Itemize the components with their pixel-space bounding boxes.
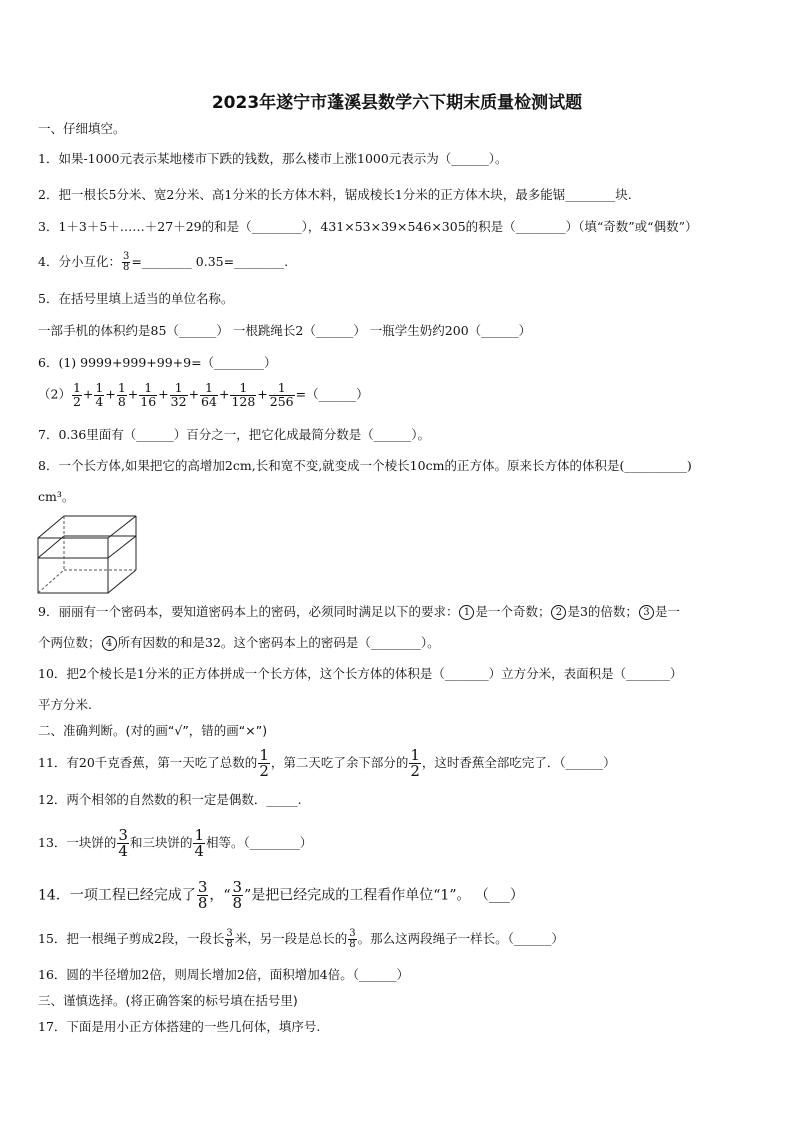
q6b-frac-7-num: 1: [230, 382, 256, 396]
question-4: [38, 252, 288, 273]
q6b-frac-8-num: 1: [269, 382, 295, 396]
q6b-frac-5-num: 1: [170, 382, 188, 396]
circled-3: 3: [639, 605, 654, 620]
question-16: 16．圆的半径增加2倍，则周长增加2倍，面积增加4倍。（______）: [38, 967, 410, 982]
q15-text-c: 。那么这两段绳子一样长。（______）: [357, 931, 564, 946]
q11-fraction-2: [409, 748, 421, 779]
q13-fraction-2: [193, 828, 205, 859]
q6b-prefix: （2）: [38, 386, 71, 402]
q9-text-b: 个两位数；: [38, 635, 101, 650]
q6b-frac-3: [117, 382, 127, 408]
cuboid-figure: [36, 512, 140, 596]
q6b-frac-1: [72, 382, 82, 408]
question-3: 3．1＋3＋5＋……＋27＋29的和是（________），431×53×39×546×305的积是（________）（填“奇数”或“偶数”）: [38, 219, 698, 234]
q15-frac-1-num: 3: [226, 928, 233, 939]
q14-text-b: ，“: [209, 887, 231, 904]
q9-cond-2: 是3的倍数；: [567, 604, 638, 619]
question-6-part-2: （2） $\frac{1}{2}$ + $\frac{1}{4}$ + $\frac{1}{8}$ + $\frac{1}{16}$ + $\frac{1}{32}$ + $\frac{1}{64}$ + $\frac{1}{128}$ + $\frac{1}{256}$ =（______）: [38, 380, 369, 409]
q14-frac-2-num: 3: [232, 878, 243, 896]
cube-edge-bottom-right: [108, 570, 136, 593]
hidden-edge-left: [38, 570, 64, 593]
q9-cond-1: 是一个奇数；: [475, 604, 551, 619]
section-2-heading: 二、准确判断。(对的画“√”，错的画“×”): [38, 723, 268, 738]
q13-text-b: 和三块饼的: [129, 835, 193, 850]
question-8: 8．一个长方体,如果把它的高增加2cm,长和宽不变,就变成一个棱长10cm的正方体。原来长方体的体积是(__________): [38, 458, 692, 473]
q6b-frac-3-den: 8: [117, 393, 126, 409]
question-9-line-1: [38, 604, 680, 620]
q15-fraction-2: [348, 929, 356, 950]
q6b-frac-2: [94, 382, 104, 408]
q4-numerator: 3: [122, 251, 130, 262]
q13-frac-1-num: 3: [118, 826, 128, 844]
q13-fraction-1: [117, 828, 129, 859]
question-5: 5．在括号里填上适当的单位名称。: [38, 291, 234, 306]
q14-frac-2-den: 8: [232, 894, 243, 912]
q15-text-b: 米，另一段是总长的: [234, 931, 348, 946]
q6b-frac-6-num: 1: [200, 382, 218, 396]
circled-1: 1: [459, 605, 474, 620]
q15-frac-2-den: 8: [349, 939, 356, 950]
q11-text-b: ，第二天吃了余下部分的: [270, 755, 409, 770]
q4-denominator: 8: [122, 262, 130, 273]
q6b-suffix: =（______）: [295, 386, 369, 402]
q6b-frac-4-num: 1: [139, 382, 157, 396]
q9-cond-3: 是一: [654, 604, 680, 619]
page-title: 2023年遂宁市蓬溪县数学六下期末质量检测试题: [211, 93, 583, 113]
question-8-unit: cm³。: [38, 489, 75, 504]
circled-4: 4: [102, 636, 117, 651]
q11-frac-2-den: 2: [410, 762, 420, 780]
question-10-unit: 平方分米.: [38, 697, 92, 712]
question-2: 2．把一根长5分米、宽2分米、高1分米的长方体木料，锯成棱长1分米的正方体木块，最多能锯________块.: [38, 187, 632, 202]
cube-edge-top-right: [108, 516, 136, 538]
q14-text-c: ”是把已经完成的工程看作单位“1”。 （___）: [244, 887, 524, 904]
q4-fraction: [122, 252, 130, 273]
q6b-frac-4: [139, 382, 157, 408]
question-1: 1．如果-1000元表示某地楼市下跌的钱数，那么楼市上涨1000元表示为（______）。: [38, 151, 508, 166]
question-6-part-1: 6．(1) 9999+999+99+9=（________）: [38, 355, 277, 370]
question-15: [38, 929, 564, 950]
q14-frac-1-num: 3: [197, 878, 208, 896]
q6b-frac-6-den: 64: [201, 393, 217, 409]
q14-fraction-2: [232, 880, 244, 911]
q6b-frac-7-den: 128: [231, 393, 256, 409]
question-12: 12．两个相邻的自然数的积一定是偶数．_____.: [38, 792, 302, 807]
q6b-frac-5-den: 32: [170, 393, 187, 409]
q11-frac-1-den: 2: [259, 762, 269, 780]
q6b-frac-2-den: 4: [95, 393, 104, 409]
q6b-frac-2-num: 1: [95, 380, 104, 395]
q13-text-a: 13．一块饼的: [38, 835, 117, 850]
q15-fraction-1: [225, 929, 233, 950]
q6b-frac-5: [170, 382, 188, 408]
q14-fraction-1: [197, 880, 209, 911]
cuboid-left-top: [38, 536, 64, 558]
q9-cond-4: 所有因数的和是32。这个密码本上的密码是（________）。: [117, 635, 440, 650]
q6b-frac-8: [269, 382, 295, 408]
section-3-heading: 三、谨慎选择。(将正确答案的标号填在括号里): [38, 993, 298, 1008]
section-1-heading: 一、仔细填空。: [38, 121, 126, 136]
q13-text-c: 相等。（________）: [206, 835, 313, 850]
q14-text-a: 14．一项工程已经完成了: [38, 887, 196, 904]
q6b-frac-1-num: 1: [72, 380, 81, 395]
q11-text-c: ，这时香蕉全部吃完了．（______）: [421, 755, 616, 770]
q6b-frac-3-num: 1: [117, 380, 126, 395]
question-11: [38, 748, 616, 779]
cuboid-right-top: [108, 536, 136, 558]
circled-2: 2: [551, 605, 566, 620]
q6b-frac-7: [230, 382, 256, 408]
q9-text-a: 9．丽丽有一个密码本，要知道密码本上的密码，必须同时满足以下的要求：: [38, 604, 459, 619]
q11-frac-1-num: 1: [259, 746, 269, 764]
q6b-frac-8-den: 256: [269, 393, 294, 409]
q14-frac-1-den: 8: [197, 894, 208, 912]
q6b-frac-1-den: 2: [72, 393, 81, 409]
question-14: [38, 880, 524, 911]
question-5-items: 一部手机的体积约是85（______） 一根跳绳长2（______） 一瓶学生奶约200（______）: [38, 323, 532, 338]
q11-fraction-1: [258, 748, 270, 779]
q13-frac-2-den: 4: [194, 842, 205, 860]
cube-edge-top-left: [38, 516, 64, 538]
question-13: [38, 828, 312, 859]
question-10: 10．把2个棱长是1分米的正方体拼成一个长方体，这个长方体的体积是（_______）立方分米，表面积是（_______）: [38, 666, 683, 681]
question-9-line-2: [38, 635, 440, 651]
q11-frac-2-num: 1: [410, 746, 420, 764]
q15-frac-2-num: 3: [349, 928, 356, 939]
q13-frac-2-num: 1: [194, 826, 205, 844]
q6b-frac-6: [200, 382, 218, 408]
question-7: 7．0.36里面有（______）百分之一，把它化成最简分数是（______）。: [38, 427, 431, 442]
q13-frac-1-den: 4: [118, 842, 128, 860]
q4-prefix: 4．分小互化：: [38, 254, 121, 269]
q11-text-a: 11．有20千克香蕉，第一天吃了总数的: [38, 755, 258, 770]
question-17: 17．下面是用小正方体搭建的一些几何体，填序号.: [38, 1019, 321, 1034]
cube-front-face: [38, 538, 108, 593]
q15-frac-1-den: 8: [226, 939, 233, 950]
q4-suffix: =________ 0.35=________.: [131, 254, 289, 269]
q15-text-a: 15．把一根绳子剪成2段，一段长: [38, 931, 225, 946]
q6b-frac-4-den: 16: [140, 393, 157, 409]
